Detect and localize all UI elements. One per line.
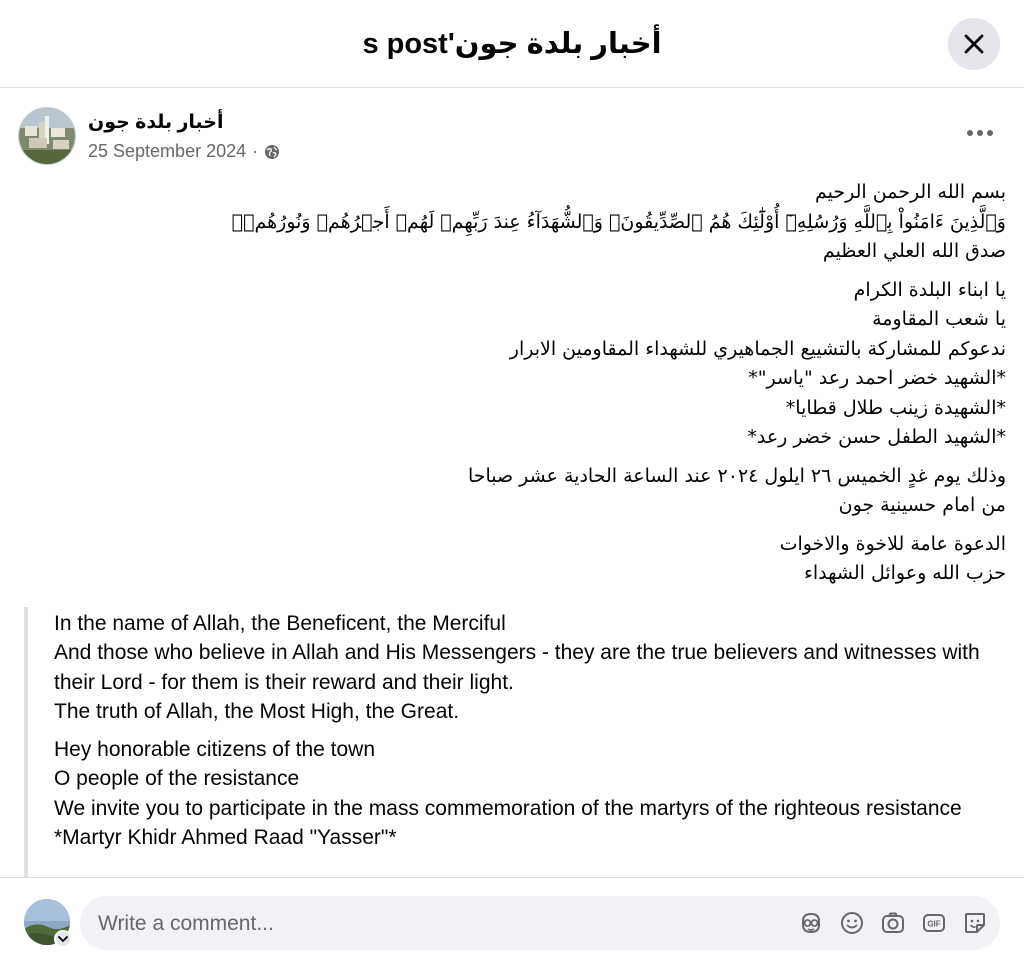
- arabic-text-paragraph: [26, 462, 1006, 521]
- gif-icon[interactable]: [921, 910, 947, 936]
- close-icon: [963, 33, 985, 55]
- arabic-text-paragraph: [26, 276, 1006, 453]
- translation-text-paragraph: [54, 735, 1014, 852]
- translation-text-line: In the name of Allah, the Beneficent, the Merciful: [54, 612, 506, 635]
- arabic-text-line: صدق الله العلي العظيم: [822, 240, 1006, 262]
- globe-icon: [264, 144, 280, 160]
- translation-text-line: *Martyr Khidr Ahmed Raad "Yasser"*: [54, 826, 397, 850]
- dialog-title: أخبار بلدة جون's post: [362, 28, 662, 60]
- more-options-button[interactable]: [958, 117, 1002, 149]
- emoji-icon[interactable]: [839, 910, 865, 936]
- post: [0, 89, 1024, 877]
- arabic-text-line: يا شعب المقاومة: [872, 308, 1006, 330]
- svg-text:GIF: GIF: [927, 919, 941, 929]
- arabic-text-line: *الشهيدة زينب طلال قطايا*: [785, 396, 1006, 419]
- arabic-text-line: *الشهيد الطفل حسن خضر رعد*: [747, 426, 1006, 448]
- arabic-text-paragraph: [26, 530, 1006, 589]
- translation-text-paragraph: [54, 609, 1014, 726]
- arabic-text-line: الدعوة عامة للاخوة والاخوات: [779, 532, 1006, 555]
- arabic-text-line: من امام حسينية جون: [838, 494, 1006, 516]
- more-icon: [966, 129, 994, 137]
- avatar-sticker-icon[interactable]: [798, 910, 824, 936]
- dialog-header: [0, 0, 1024, 88]
- comment-composer: [0, 877, 1024, 974]
- arabic-text-line: *الشهيد خضر احمد رعد "ياسر"*: [748, 367, 1006, 389]
- comment-input[interactable]: [96, 896, 790, 952]
- post-date[interactable]: 25 September 2024: [88, 141, 247, 161]
- translation-text-line: The truth of Allah, the Most High, the Great.: [54, 699, 460, 723]
- arabic-text-line: وَٱلَّذِينَ ءَامَنُواْ بِٱللَّهِ وَرُسُلِهِۦٓ أُوْلَٰٓئِكَ هُمُ ٱلصِّدِّيقُونَۖ وَٱلشُّهَدَآءُ عِندَ رَبِّهِمۡ لَهُمۡ أَجۡرُهُمۡ وَنُورُهُمۡۖ: [231, 210, 1006, 233]
- post-text-arabic: [26, 178, 1006, 598]
- page-avatar-image: [19, 108, 76, 165]
- arabic-text-line: ندعوكم للمشاركة بالتشييع الجماهيري للشهداء المقاومين الابرار: [509, 337, 1006, 360]
- comment-box: [80, 896, 1000, 950]
- chevron-down-icon: [58, 935, 68, 943]
- arabic-text-line: حزب الله وعوائل الشهداء: [803, 562, 1006, 584]
- arabic-text-paragraph: [26, 178, 1006, 267]
- translation-text-line: And those who believe in Allah and His Messengers - they are the true believers and witnesses with their Lord - for them is their reward and their light.: [54, 641, 980, 694]
- arabic-text-line: بسم الله الرحمن الرحيم: [815, 181, 1006, 203]
- post-meta: [88, 141, 280, 162]
- translation-text-line: O people of the resistance: [54, 767, 300, 791]
- translation-text-line: Hey honorable citizens of the town: [54, 738, 376, 762]
- sticker-icon[interactable]: [962, 910, 988, 936]
- close-button[interactable]: [948, 18, 1000, 70]
- page-avatar[interactable]: [18, 107, 76, 165]
- post-translation: [24, 607, 1014, 877]
- camera-icon[interactable]: [880, 910, 906, 936]
- arabic-text-line: يا ابناء البلدة الكرام: [853, 278, 1006, 301]
- arabic-text-line: وذلك يوم غدٍ الخميس ٢٦ ايلول ٢٠٢٤ عند الساعة الحادية عشر صباحا: [467, 464, 1006, 487]
- translation-text-line: We invite you to participate in the mass commemoration of the martyrs of the righteous resistance: [54, 796, 962, 820]
- page-name[interactable]: أخبار بلدة جون: [88, 112, 224, 133]
- meta-separator: ·: [252, 141, 259, 161]
- profile-switcher-button[interactable]: [54, 930, 72, 948]
